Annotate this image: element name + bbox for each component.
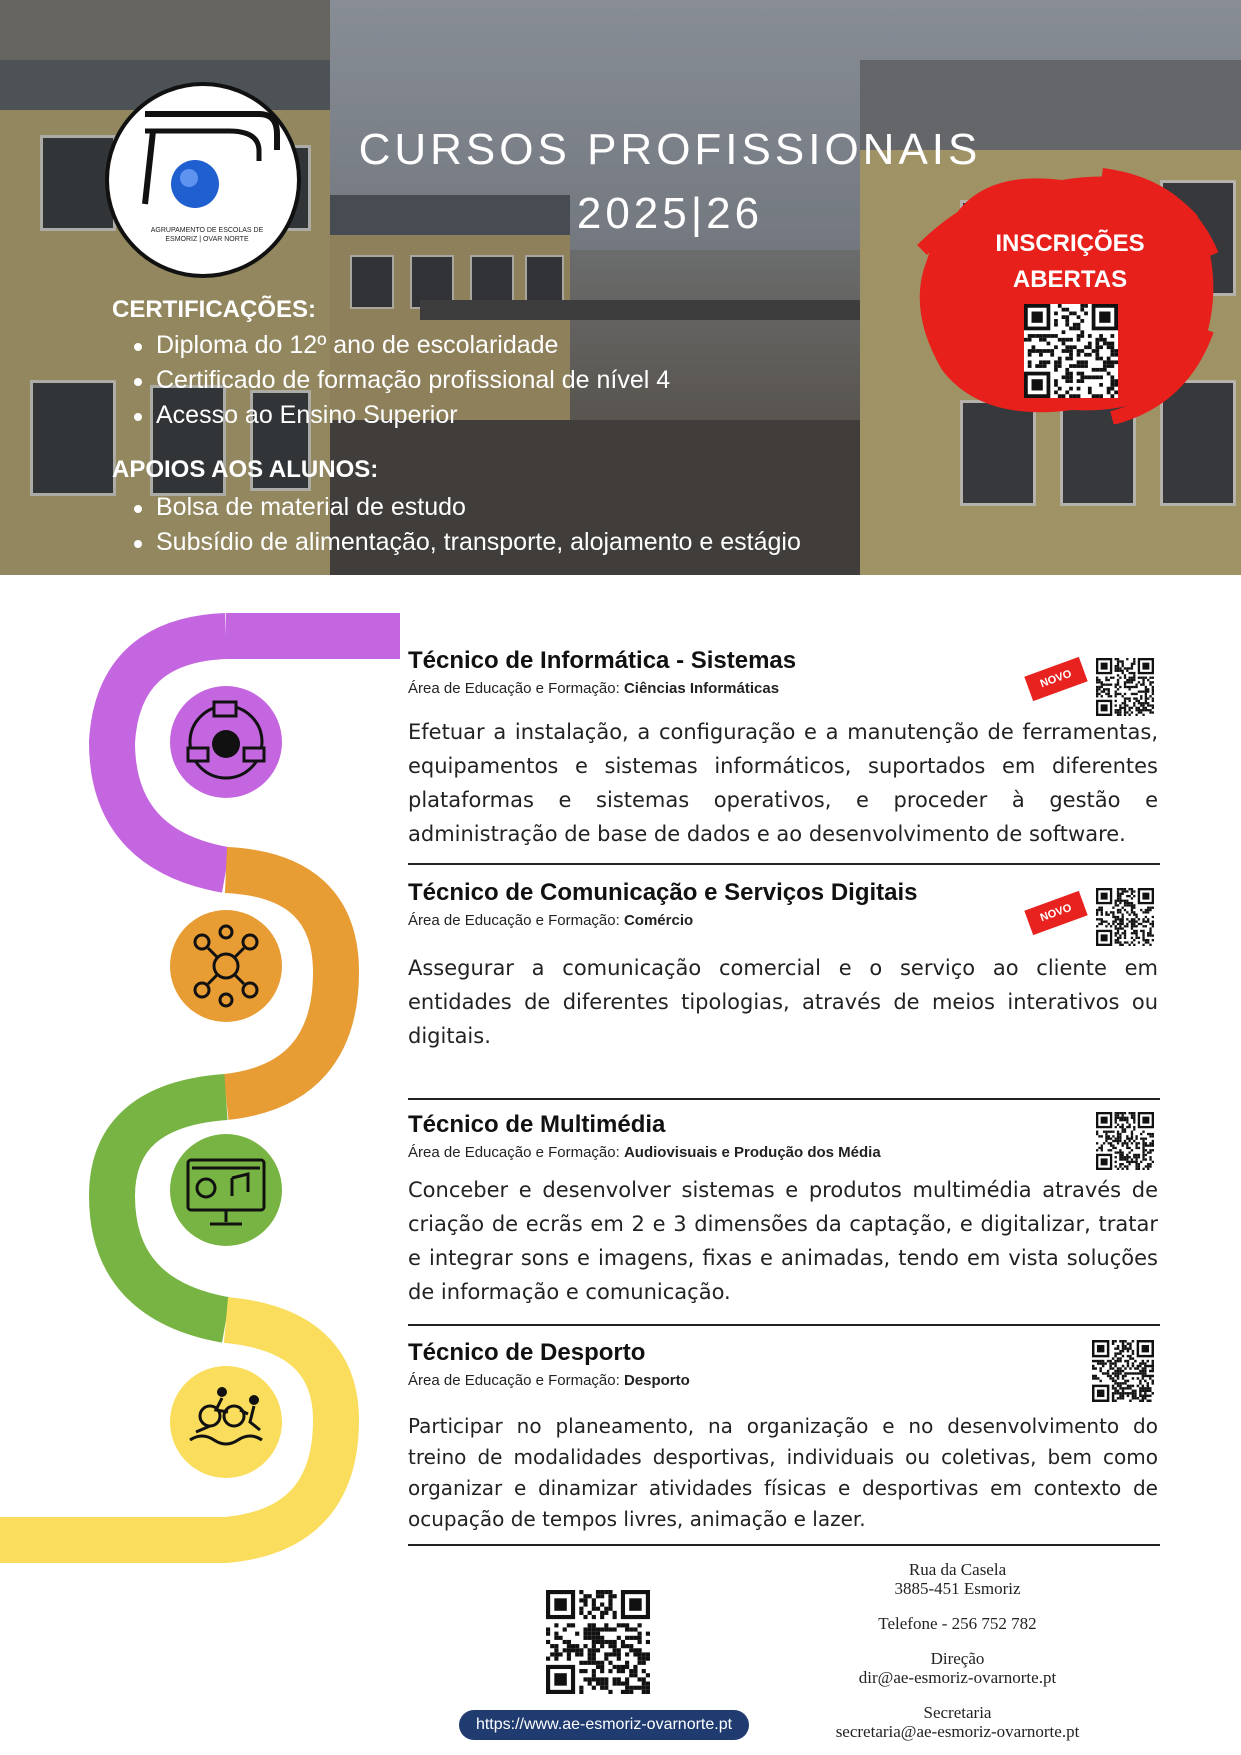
course-description: Efetuar a instalação, a configuração e a manutenção de ferramentas, equipamentos e sistemas informáticos, suportados em diferentes plataformas e sistemas operativos, e proceder à gestão e administração de base de dados e ao desenvolvimento de software.	[408, 720, 1158, 846]
course-3-icon-circle	[170, 1134, 282, 1246]
course-3-qr-code[interactable]	[1096, 1112, 1154, 1170]
network-person-icon	[170, 910, 282, 1022]
logo-text: AGRUPAMENTO DE ESCOLAS DE ESMORIZ | OVAR NORTE	[150, 227, 264, 243]
course-card-desporto	[408, 1338, 1158, 1535]
hero-banner	[0, 0, 1241, 575]
list-item: Acesso ao Ensino Superior	[156, 398, 670, 433]
multimedia-monitor-icon	[170, 1134, 282, 1246]
qr-code-icon	[1024, 304, 1118, 398]
novo-badge: NOVO	[1024, 891, 1087, 935]
hero-title	[340, 118, 1000, 246]
course-title: Técnico de Multimédia	[408, 1111, 666, 1138]
course-2-qr-code[interactable]	[1096, 888, 1154, 946]
qr-code-icon	[546, 1590, 650, 1694]
course-title: Técnico de Comunicação e Serviços Digitais	[408, 879, 918, 906]
course-4-icon-circle	[170, 1366, 282, 1478]
address-line-1: Rua da Casela	[908, 1560, 1007, 1579]
course-1-icon-circle	[170, 686, 282, 798]
direcao-email[interactable]: dir@ae-esmoriz-ovarnorte.pt	[858, 1668, 1057, 1687]
novo-badge: NOVO	[1024, 657, 1087, 701]
course-4-qr-code[interactable]	[1092, 1340, 1154, 1402]
course-card-multimedia	[408, 1110, 1158, 1309]
qr-code-icon	[1096, 658, 1154, 716]
separator	[408, 1324, 1160, 1326]
course-description: Conceber e desenvolver sistemas e produtos multimédia através de criação de ecrãs em 2 e 3 dimensões da captação, e digitalizar, tratar e integrar sons e imagens, fixas e animadas, tendo em vista soluções de informação e comunicação.	[408, 1178, 1158, 1304]
separator	[408, 1098, 1160, 1100]
course-description: Assegurar a comunicação comercial e o serviço ao cliente em entidades de diferentes tipologias, através de meios interativos ou digitais.	[408, 956, 1158, 1048]
website-link[interactable]: https://www.ae-esmoriz-ovarnorte.pt	[459, 1710, 749, 1740]
direcao-label: Direção	[930, 1649, 985, 1668]
list-item: Diploma do 12º ano de escolaridade	[156, 328, 670, 363]
qr-code-icon	[1092, 1340, 1154, 1402]
secretaria-email[interactable]: secretaria@ae-esmoriz-ovarnorte.pt	[835, 1722, 1080, 1741]
course-title: Técnico de Desporto	[408, 1339, 646, 1366]
secretaria-label: Secretaria	[923, 1703, 992, 1722]
list-item: Subsídio de alimentação, transporte, alojamento e estágio	[156, 525, 801, 560]
course-area: Área de Educação e Formação: Audiovisuais e Produção dos Média	[408, 1144, 881, 1161]
logo-mark-icon	[109, 86, 297, 274]
inscricoes-qr-code[interactable]	[1024, 304, 1118, 398]
inscricoes-label: INSCRIÇÕES ABERTAS	[995, 230, 1145, 293]
certificacoes-heading: CERTIFICAÇÕES:	[112, 296, 316, 323]
certificacoes-list	[132, 328, 670, 433]
triathlon-icon	[170, 1366, 282, 1478]
address-line-2: 3885-451 Esmoriz	[894, 1579, 1021, 1598]
list-item: Bolsa de material de estudo	[156, 490, 801, 525]
apoios-list	[132, 490, 801, 560]
apoios-heading: APOIOS AOS ALUNOS:	[112, 456, 379, 483]
website-qr-code[interactable]	[546, 1590, 650, 1694]
qr-code-icon	[1096, 1112, 1154, 1170]
school-logo	[105, 82, 301, 278]
course-2-icon-circle	[170, 910, 282, 1022]
course-title: Técnico de Informática - Sistemas	[408, 647, 797, 674]
separator	[408, 863, 1160, 865]
course-description: Participar no planeamento, na organização e no desenvolvimento do treino de modalidades desportivas, individuais ou coletivas, bem como organizar e dinamizar atividades físicas e desportivas em contexto de ocupação de tempos livres, animação e lazer.	[408, 1414, 1158, 1531]
course-1-qr-code[interactable]	[1096, 658, 1154, 716]
phone: Telefone - 256 752 782	[878, 1614, 1037, 1633]
title-line-2: 2025|26	[576, 189, 764, 238]
course-area: Área de Educação e Formação: Desporto	[408, 1372, 690, 1389]
separator	[408, 1544, 1160, 1546]
qr-code-icon	[1096, 888, 1154, 946]
course-area: Área de Educação e Formação: Ciências Informáticas	[408, 680, 780, 697]
contacts-block	[800, 1560, 1115, 1741]
title-line-1: CURSOS PROFISSIONAIS	[358, 125, 982, 174]
network-globe-icon	[170, 686, 282, 798]
list-item: Certificado de formação profissional de nível 4	[156, 363, 670, 398]
course-area: Área de Educação e Formação: Comércio	[408, 912, 694, 929]
